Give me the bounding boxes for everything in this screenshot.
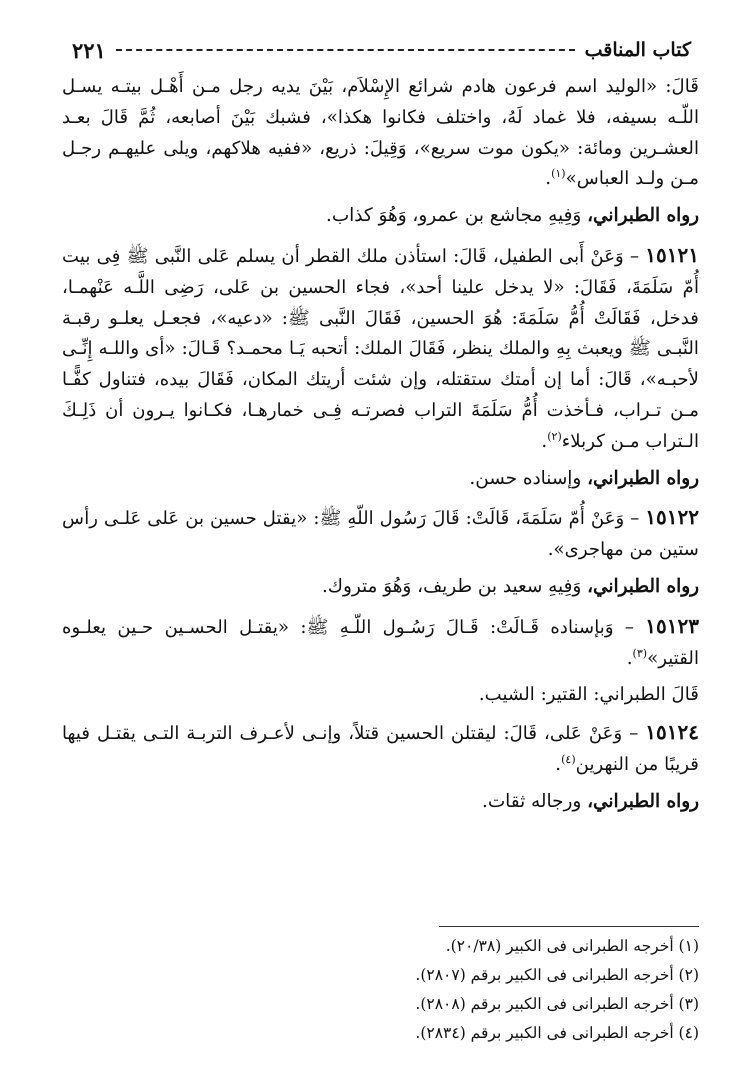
hadith-entry: ١٥١٢٣ – وَبإسناده قَـالَتْ: قَـالَ رَسُـول اللّـهِ ﷺ: «يقتـل الحسـين حـين يعلـوه القتير»$^{(٣)}$. — [62, 613, 699, 669]
footnote-ref: (٤) — [561, 752, 576, 766]
source-line — [62, 464, 699, 495]
source-label: رواه الطبراني، — [587, 790, 699, 812]
hadith-entry — [62, 502, 699, 566]
source-text: وَفِيهِ سعيد بن طريف، وَهُوَ متروك. — [321, 575, 588, 597]
footnote-ref: (٣) — [632, 646, 648, 660]
paragraph-text: قَالَ: «الوليد اسم فرعون هادم شرائع الإِسْلاَم، بَيْنَ يديه رجل مـن أَهْـل بيتـه يسـل اللّـه بسيفه، فلا غماد لَهُ، واختلف فكانوا هكذا»، فشبك بَيْنَ أصابعه، ثُمَّ قَالَ بعـد العشـرين ومائة: «يكون موت سريع»، وَقِيلَ: ذريع، «ففيه هلاكهم، ويلى عليهـم رجـل مـن ولـد العباس» — [62, 76, 699, 190]
hadith-entry: ١٥١٢٤ – وَعَنْ عَلى، قَالَ: ليقتلن الحسين قتلاً، وإنـى لأعـرف التربـة التـى يقتـل فيها قريبًا من النهرين$^{(٤)}$. — [62, 720, 699, 775]
footnote: (٢) أخرجه الطبرانى فى الكبير برقم (٢٨٠٧). — [415, 966, 699, 984]
paragraph-text: قَالَ الطبراني: القتير: الشيب. — [478, 684, 699, 706]
hadith-number: ١٥١٢٤ — [645, 720, 699, 745]
source-label: رواه الطبراني، — [587, 205, 699, 227]
hadith-number: ١٥١٢٣ — [645, 613, 699, 638]
running-title: كتاب المناقب — [584, 39, 691, 61]
hadith-entry: ١٥١٢١ – وَعَنْ أَبى الطفيل، قَالَ: استأذن ملك القطر أن يسلم عَلى النَّبى ﷺ فِى بيت أُمّ سَلَمَةَ، فَقَالَ: «لا يدخل علينا أحد»، فجاء الحسين بن عَلى، رَضِى اللَّـه عَنْهمـا، فدخل، فَقَالَتْ أُمُّ سَلَمَةَ: هُوَ الحسين، فَقَالَ النَّبى ﷺ: «دعيه»، فجعـل يعلـو رقبـة النَّبـى ﷺ ويعبث بِهِ والملك ينظر، فَقَالَ الملك: أتحبه يَـا محمـد؟ قَـالَ: «أى واللـه إِنِّـى لأحبـه»، قَالَ: أما إن أمتك ستقتله، وإن شئت أريتك المكان، فَقَالَ بيده، فتناول كفًّـا مـن تـراب، فـأخذت أُمُّ سَلَمَةَ التراب فصرتـه فِـى خمارهـا، فكـانوا يـرون أن ذَلِـكَ الـتراب مـن كربلاء$^{(٢)}$. — [62, 242, 699, 452]
hadith-number: ١٥١٢١ — [645, 242, 699, 267]
footnotes — [59, 932, 699, 1048]
main-text — [62, 72, 699, 826]
source-text: ورجاله ثقات. — [482, 790, 588, 812]
source-text: وَفِيهِ مجاشع بن عمرو، وَهُوَ كذاب. — [325, 205, 588, 227]
source-label: رواه الطبراني، — [587, 575, 699, 597]
page-number: ٢٢١ — [72, 37, 106, 63]
header-dashed-rule — [116, 49, 575, 51]
source-text: وإسناده حسن. — [469, 467, 588, 489]
footnote-ref: (١) — [551, 167, 566, 181]
footnote-ref: (٢) — [547, 429, 562, 443]
hadith-number: ١٥١٢٢ — [645, 505, 699, 530]
hadith-text: – وَبإسناده قَـالَتْ: قَـالَ رَسُـول اللّـهِ ﷺ: «يقتـل الحسـين حـين يعلـوه القتير» — [62, 616, 699, 669]
source-line — [62, 787, 699, 818]
paragraph: قَالَ: «الوليد اسم فرعون هادم شرائع الإِسْلاَم، بَيْنَ يديه رجل مـن أَهْـل بيتـه يسـل اللّـه بسيفه، فلا غماد لَهُ، واختلف فكانوا هكذا»، فشبك بَيْنَ أصابعه، ثُمَّ قَالَ بعـد العشـرين ومائة: «يكون موت سريع»، وَقِيلَ: ذريع، «ففيه هلاكهم، ويلى عليهـم رجـل مـن ولـد العباس»$^{(١)}$. — [62, 76, 699, 190]
footnote: (٤) أخرجه الطبرانى فى الكبير برقم (٢٨٣٤). — [415, 1024, 699, 1042]
footnote: (٣) أخرجه الطبرانى فى الكبير برقم (٢٨٠٨). — [415, 995, 699, 1013]
source-label: رواه الطبراني، — [587, 467, 699, 489]
hadith-text: – وَعَنْ عَلى، قَالَ: ليقتلن الحسين قتلاً، وإنـى لأعـرف التربـة التـى يقتـل فيها قريبًا من النهرين — [62, 723, 699, 775]
footnote-separator — [439, 926, 699, 927]
paragraph — [62, 680, 699, 711]
footnote: (١) أخرجه الطبرانى فى الكبير (٢٠/٣٨). — [445, 937, 699, 955]
hadith-text: – وَعَنْ أُمّ سَلَمَةَ، قَالَتْ: قَالَ رَسُول اللّهِ ﷺ: «يقتل حسين بن عَلى عَلـى رأس ستين من مهاجرى». — [62, 508, 699, 561]
source-line — [62, 572, 699, 603]
source-line — [62, 201, 699, 232]
hadith-text: – وَعَنْ أَبى الطفيل، قَالَ: استأذن ملك القطر أن يسلم عَلى النَّبى ﷺ فِى بيت أُمّ سَلَمَةَ، فَقَالَ: «لا يدخل علينا أحد»، فجاء الحسين بن عَلى، رَضِى اللَّـه عَنْهمـا، فدخل، فَقَالَتْ أُمُّ سَلَمَةَ: هُوَ الحسين، فَقَالَ النَّبى ﷺ: «دعيه»، فجعـل يعلـو رقبـة النَّبـى ﷺ ويعبث بِهِ والملك ينظر، فَقَالَ الملك: أتحبه يَـا محمـد؟ قَـالَ: «أى واللـه إِنِّـى لأحبـه»، قَالَ: أما إن أمتك ستقتله، وإن شئت أريتك المكان، فَقَالَ بيده، فتناول كفًّـا مـن تـراب، فـأخذت أُمُّ سَلَمَةَ التراب فصرتـه فِـى خمارهـا، فكـانوا يـرون أن ذَلِـكَ الـتراب مـن كربلاء — [62, 245, 699, 452]
page-header — [72, 36, 691, 64]
